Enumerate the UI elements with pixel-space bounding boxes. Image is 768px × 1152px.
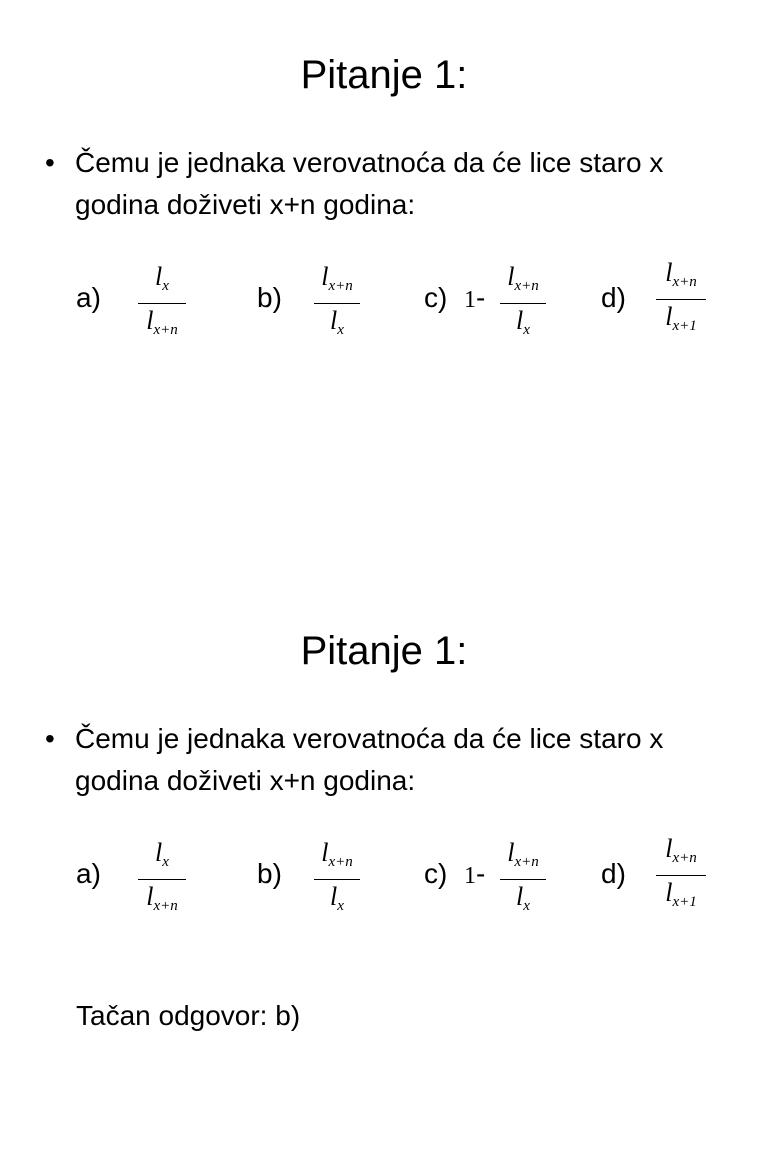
fraction-denominator: $l_x$ bbox=[516, 306, 530, 338]
fraction-bar bbox=[138, 879, 186, 880]
fraction-numerator: $l_{x+n}$ bbox=[321, 838, 353, 870]
option-d-fraction bbox=[656, 258, 706, 341]
option-d-fraction bbox=[656, 834, 706, 917]
fraction-denominator: $l_{x+n}$ bbox=[146, 882, 178, 914]
fraction-denominator: $l_x$ bbox=[516, 882, 530, 914]
fraction-numerator: $l_{x+n}$ bbox=[665, 834, 697, 866]
question-text: Čemu je jednaka verovatnoća da će lice staro x godina doživeti x+n godina: bbox=[75, 147, 664, 220]
option-b-fraction bbox=[314, 838, 360, 921]
option-c-prefix: 1- bbox=[464, 858, 486, 889]
option-b-label: b) bbox=[257, 858, 282, 889]
fraction-denominator: $l_x$ bbox=[330, 882, 344, 914]
bullet-icon: • bbox=[45, 147, 55, 178]
fraction-denominator: $l_x$ bbox=[330, 306, 344, 338]
fraction-bar bbox=[314, 879, 360, 880]
question-bullet bbox=[45, 718, 735, 802]
fraction-bar bbox=[138, 303, 186, 304]
option-b-fraction bbox=[314, 262, 360, 345]
option-c-label: c) bbox=[424, 858, 448, 889]
fraction-numerator: $l_{x+n}$ bbox=[507, 838, 539, 870]
correct-answer: Tačan odgovor: b) bbox=[76, 1000, 301, 1031]
option-b-label: b) bbox=[257, 282, 282, 313]
fraction-bar bbox=[500, 303, 546, 304]
bullet-icon: • bbox=[45, 723, 55, 754]
option-a-label: a) bbox=[76, 858, 101, 889]
option-c-prefix: 1- bbox=[464, 282, 486, 313]
fraction-denominator: $l_{x+1}$ bbox=[665, 878, 697, 910]
option-a-fraction bbox=[138, 838, 186, 921]
fraction-numerator: $l_x$ bbox=[155, 838, 169, 870]
fraction-numerator: $l_{x+n}$ bbox=[321, 262, 353, 294]
option-c-label: c) bbox=[424, 282, 448, 313]
fraction-bar bbox=[314, 303, 360, 304]
option-a-fraction bbox=[138, 262, 186, 345]
option-d-label: d) bbox=[601, 282, 626, 313]
fraction-bar bbox=[656, 299, 706, 300]
option-a-label: a) bbox=[76, 282, 101, 313]
fraction-denominator: $l_{x+n}$ bbox=[146, 306, 178, 338]
slide-title: Pitanje 1: bbox=[300, 53, 468, 97]
question-bullet bbox=[45, 142, 735, 226]
slide-2 bbox=[0, 576, 768, 1152]
fraction-denominator: $l_{x+1}$ bbox=[665, 302, 697, 334]
fraction-bar bbox=[656, 875, 706, 876]
question-text: Čemu je jednaka verovatnoća da će lice staro x godina doživeti x+n godina: bbox=[75, 723, 664, 796]
fraction-numerator: $l_{x+n}$ bbox=[665, 258, 697, 290]
fraction-bar bbox=[500, 879, 546, 880]
fraction-numerator: $l_x$ bbox=[155, 262, 169, 294]
fraction-numerator: $l_{x+n}$ bbox=[507, 262, 539, 294]
option-c-fraction bbox=[500, 262, 546, 345]
slide-title: Pitanje 1: bbox=[300, 629, 468, 673]
option-d-label: d) bbox=[601, 858, 626, 889]
option-c-fraction bbox=[500, 838, 546, 921]
